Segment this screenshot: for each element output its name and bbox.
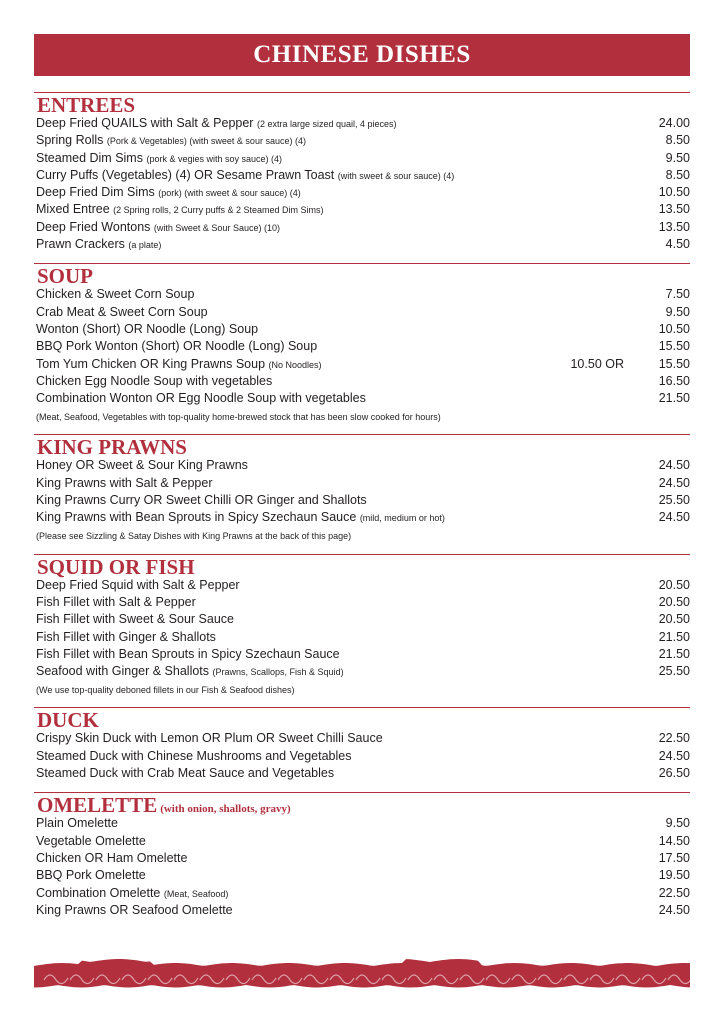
item-name: Spring Rolls (36, 133, 104, 148)
item-name: Plain Omelette (36, 816, 118, 831)
item-name: Fish Fillet with Salt & Pepper (36, 594, 196, 609)
item-detail: (with Sweet & Sour Sauce) (10) (153, 222, 280, 233)
section-header (34, 793, 690, 816)
section-header (34, 555, 690, 578)
item-name: Deep Fried Squid with Salt & Pepper (36, 577, 240, 592)
item-name-line (36, 322, 630, 336)
item-name-line (36, 374, 630, 388)
item-price: 21.50 (658, 646, 690, 661)
menu-item (34, 834, 690, 851)
item-price: 21.50 (658, 629, 690, 644)
item-price: 21.50 (658, 391, 690, 406)
section-title: OMELETTE (37, 793, 158, 818)
item-price: 8.50 (665, 133, 690, 148)
item-name: Tom Yum Chicken OR King Prawns Soup (36, 356, 266, 371)
item-name-line (36, 116, 630, 130)
section-title: SQUID OR FISH (37, 554, 195, 579)
section-note: (Please see Sizzling & Satay Dishes with King Prawns at the back of this page) (36, 531, 352, 542)
title-banner (34, 34, 690, 76)
item-name-line (36, 731, 630, 745)
item-price: 22.50 (658, 731, 690, 746)
item-name: Steamed Duck with Crab Meat Sauce and Vegetables (36, 766, 335, 781)
item-name: Fish Fillet with Sweet & Sour Sauce (36, 612, 234, 627)
item-name: King Prawns OR Seafood Omelette (36, 902, 233, 917)
menu-item (34, 185, 690, 202)
item-name-line (36, 647, 630, 661)
item-name: Combination Omelette (36, 885, 161, 900)
item-name: Steamed Dim Sims (36, 150, 143, 165)
item-name-line (36, 391, 630, 405)
menu-item (34, 116, 690, 133)
item-price: 24.50 (658, 475, 690, 490)
item-detail: (2 extra large sized quail, 4 pieces) (256, 119, 397, 129)
item-price: 20.50 (658, 577, 690, 592)
item-price: 17.50 (658, 850, 690, 865)
section-header (34, 93, 690, 116)
item-name-line (36, 664, 630, 678)
section-title: ENTREES (37, 93, 136, 117)
item-price: 16.50 (658, 373, 690, 388)
item-price: 13.50 (658, 202, 690, 217)
item-name: Deep Fried Wontons (36, 219, 151, 234)
menu-item (34, 816, 690, 833)
page-title: CHINESE DISHES (253, 41, 471, 68)
section-subtitle: (with onion, shallots, gravy) (160, 803, 291, 816)
item-name: Deep Fried QUAILS with Salt & Pepper (36, 116, 254, 130)
menu-item (34, 151, 690, 168)
item-name-line (36, 630, 630, 644)
item-price: 24.00 (658, 116, 690, 130)
item-name-line (36, 766, 630, 780)
section-title: DUCK (37, 708, 99, 733)
item-name: Curry Puffs (Vegetables) (4) OR Sesame Prawn Toast (36, 167, 335, 182)
item-price: 9.50 (665, 150, 690, 165)
menu-item (34, 664, 690, 681)
item-name-line (36, 612, 630, 626)
menu-section (34, 263, 690, 425)
menu-item (34, 391, 690, 408)
item-name-line (36, 305, 630, 319)
item-name: King Prawns with Salt & Pepper (36, 475, 213, 490)
menu-item (34, 339, 690, 356)
item-price: 24.50 (658, 748, 690, 763)
item-price: 9.50 (665, 816, 690, 831)
item-name-line (36, 458, 630, 472)
item-name-line (36, 749, 630, 763)
item-name-line (36, 578, 630, 592)
menu-sections (34, 92, 690, 920)
menu-item (34, 237, 690, 254)
menu-item (34, 305, 690, 322)
menu-item (34, 630, 690, 647)
item-price: 20.50 (658, 594, 690, 609)
menu-section (34, 554, 690, 699)
menu-item (34, 731, 690, 748)
item-detail: (pork) (with sweet & sour sauce) (4) (158, 188, 301, 199)
menu-item (34, 766, 690, 783)
item-price: 14.50 (658, 833, 690, 848)
menu-item (34, 578, 690, 595)
item-name: Steamed Duck with Chinese Mushrooms and Vegetables (36, 748, 352, 763)
item-name-line (36, 220, 630, 234)
item-price: 24.50 (658, 510, 690, 525)
item-name: Fish Fillet with Bean Sprouts in Spicy Szechaun Sauce (36, 646, 340, 661)
menu-item (34, 647, 690, 664)
item-name: Honey OR Sweet & Sour King Prawns (36, 458, 248, 473)
item-price: 26.50 (658, 766, 690, 781)
menu-item (34, 220, 690, 237)
item-name: Vegetable Omelette (36, 833, 146, 848)
item-name: Chicken & Sweet Corn Soup (36, 287, 195, 302)
item-name-line (36, 510, 630, 524)
menu-item (34, 493, 690, 510)
item-detail: (with sweet & sour sauce) (4) (337, 170, 455, 181)
item-alt-price: 10.50 OR (570, 356, 624, 371)
item-price: 24.50 (658, 902, 690, 917)
item-name-line (36, 595, 630, 609)
menu-item (34, 133, 690, 150)
menu-item (34, 612, 690, 629)
item-price: 19.50 (658, 868, 690, 883)
menu-item (34, 287, 690, 304)
item-name: BBQ Pork Omelette (36, 868, 146, 883)
item-detail: (pork & vegies with soy sauce) (4) (146, 153, 283, 164)
item-name-line (36, 886, 630, 900)
item-name: Combination Wonton OR Egg Noodle Soup with vegetables (36, 391, 366, 406)
item-price: 9.50 (665, 304, 690, 319)
menu-section (34, 434, 690, 544)
item-price: 22.50 (658, 885, 690, 900)
item-name: Chicken OR Ham Omelette (36, 850, 188, 865)
section-header (34, 708, 690, 731)
menu-item (34, 903, 690, 920)
menu-section (34, 792, 690, 920)
menu-section (34, 92, 690, 254)
item-name: King Prawns with Bean Sprouts in Spicy Szechaun Sauce (36, 510, 357, 525)
item-name: BBQ Pork Wonton (Short) OR Noodle (Long) Soup (36, 339, 318, 354)
item-price: 15.50 (658, 339, 690, 354)
item-price: 25.50 (658, 664, 690, 679)
item-detail: (2 Spring rolls, 2 Curry puffs & 2 Steamed Dim Sims) (113, 205, 324, 216)
item-name-line (36, 202, 630, 216)
item-name: Prawn Crackers (36, 237, 125, 252)
item-name: Chicken Egg Noodle Soup with vegetables (36, 373, 273, 388)
item-name-line (36, 151, 630, 165)
menu-item (34, 851, 690, 868)
section-title: SOUP (37, 264, 94, 289)
item-name: Deep Fried Dim Sims (36, 185, 155, 200)
item-name-line (36, 868, 630, 882)
item-name-line (36, 476, 630, 490)
item-price: 10.50 (658, 321, 690, 336)
item-name: Wonton (Short) OR Noodle (Long) Soup (36, 321, 259, 336)
item-name-line (36, 834, 630, 848)
menu-item (34, 595, 690, 612)
menu-item (34, 374, 690, 391)
menu-item (34, 458, 690, 475)
item-detail: (Pork & Vegetables) (with sweet & sour sauce) (4) (106, 136, 306, 147)
item-name-line (36, 903, 630, 917)
item-price: 13.50 (658, 219, 690, 234)
item-price: 20.50 (658, 612, 690, 627)
item-name-line (36, 168, 630, 182)
item-detail: (Meat, Seafood) (163, 888, 229, 899)
item-price: 15.50 (658, 356, 690, 371)
menu-item (34, 202, 690, 219)
menu-item (34, 868, 690, 885)
item-detail: (Prawns, Scallops, Fish & Squid) (212, 667, 344, 678)
menu-section (34, 707, 690, 783)
menu-item (34, 357, 690, 374)
item-name: King Prawns Curry OR Sweet Chilli OR Ginger and Shallots (36, 493, 367, 508)
item-price: 25.50 (658, 493, 690, 508)
item-name-line (36, 357, 570, 371)
floral-border-ornament (34, 958, 690, 992)
section-header (34, 435, 690, 458)
item-name: Crab Meat & Sweet Corn Soup (36, 304, 208, 319)
item-price: 4.50 (665, 237, 690, 252)
section-title: KING PRAWNS (37, 435, 187, 460)
item-name-line (36, 133, 630, 147)
item-price: 7.50 (665, 287, 690, 302)
item-name-line (36, 237, 630, 251)
section-header (34, 264, 690, 287)
menu-item (34, 886, 690, 903)
menu-item (34, 476, 690, 493)
item-name: Fish Fillet with Ginger & Shallots (36, 629, 216, 644)
item-name: Mixed Entree (36, 202, 110, 217)
item-name-line (36, 493, 630, 507)
menu-item (34, 168, 690, 185)
item-name-line (36, 816, 630, 830)
item-name: Crispy Skin Duck with Lemon OR Plum OR Sweet Chilli Sauce (36, 731, 383, 746)
item-name-line (36, 339, 630, 353)
item-price: 10.50 (658, 185, 690, 200)
item-price: 24.50 (658, 458, 690, 473)
section-note: (Meat, Seafood, Vegetables with top-quality home-brewed stock that has been slow cooked for hours) (36, 411, 441, 422)
item-name-line (36, 185, 630, 199)
section-note: (We use top-quality deboned fillets in our Fish & Seafood dishes) (36, 684, 295, 695)
item-detail: (No Noodles) (268, 359, 322, 370)
menu-item (34, 322, 690, 339)
item-name-line (36, 287, 630, 301)
item-name: Seafood with Ginger & Shallots (36, 664, 210, 679)
menu-item (34, 510, 690, 527)
item-price: 8.50 (665, 167, 690, 182)
item-detail: (a plate) (128, 240, 162, 251)
menu-item (34, 749, 690, 766)
item-name-line (36, 851, 630, 865)
item-detail: (mild, medium or hot) (359, 513, 445, 524)
